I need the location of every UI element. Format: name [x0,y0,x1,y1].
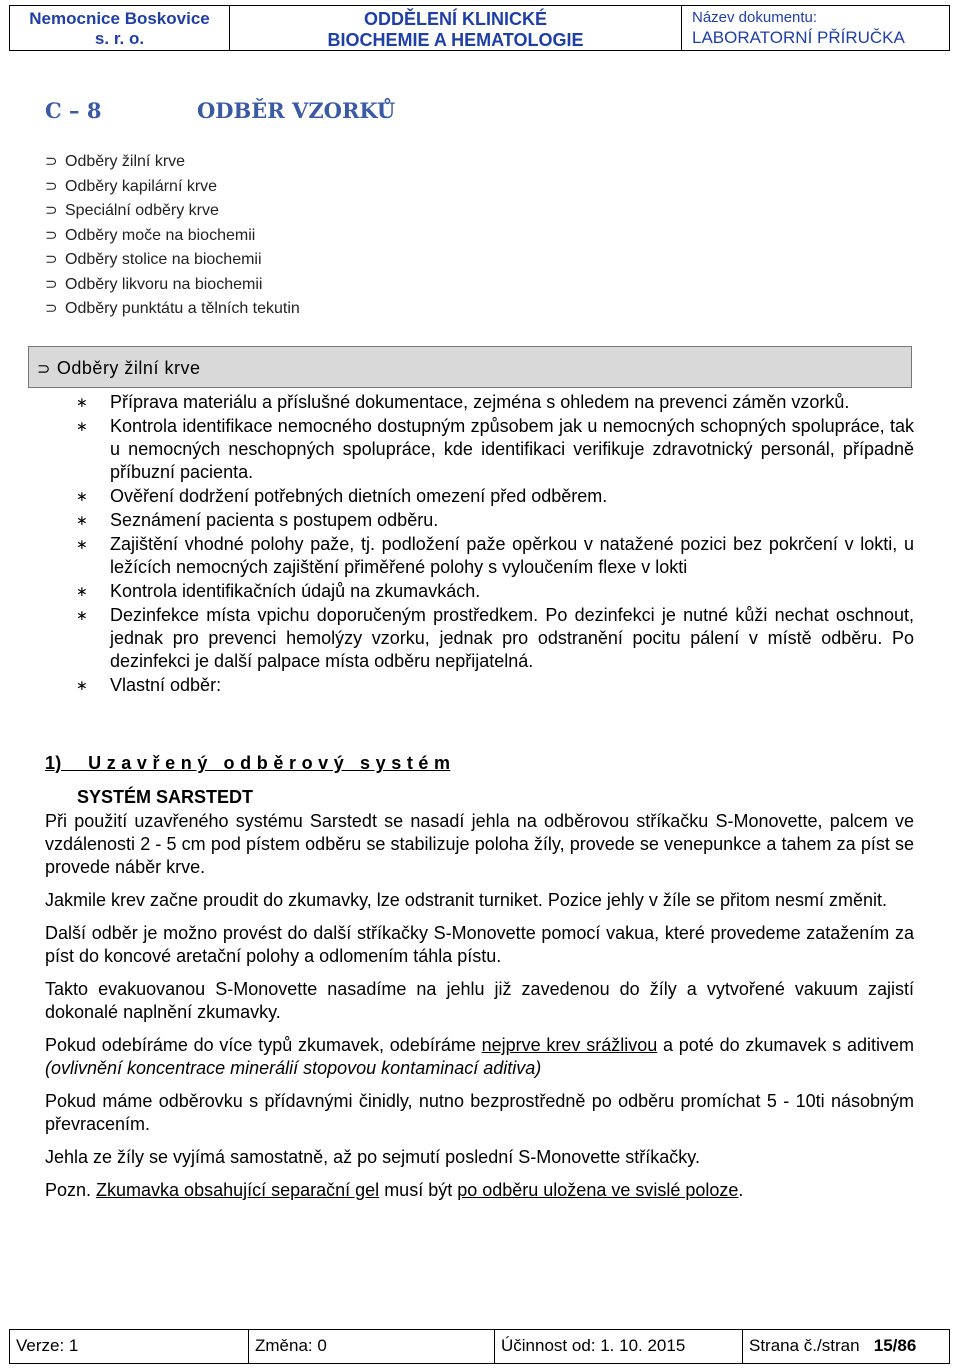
subset-arrow-icon: ⊃ [45,202,58,219]
hospital-name [10,6,230,50]
toc-item[interactable]: ⊃ Odběry stolice na biochemii [45,248,300,273]
paragraph: Jakmile krev začne proudit do zkumavky, lze odstranit turniket. Pozice jehly v žíle se přitom nesmí změnit. [45,890,887,910]
step-item: ∗ Ověření dodržení potřebných dietních omezení před odběrem. [76,486,608,506]
asterisk-bullet-icon: ∗ [76,418,88,434]
subset-arrow-icon: ⊃ [45,153,58,170]
section-heading [45,98,395,123]
step-item: ∗ Kontrola identifikace nemocného dostupným způsobem jak u nemocných schopných spolupráce, tak u nemocných neschopných spolupráce, kde identifikaci verifikuje zdravotnický personál, případně příbuzní pacienta. [76,416,914,482]
section-code: C – 8 [45,98,102,123]
document-header [9,5,950,51]
toc-item[interactable]: ⊃ Speciální odběry krve [45,199,300,224]
paragraph: Pokud máme odběrovku s přídavnými činidly, nutno bezprostředně po odběru promíchat 5 - 10ti násobným převracením. [45,1091,914,1134]
asterisk-bullet-icon: ∗ [76,583,88,599]
step-item: ∗ Seznámení pacienta s postupem odběru. [76,510,439,530]
department-line2: BIOCHEMIE A HEMATOLOGIE [327,30,584,50]
subset-arrow-icon: ⊃ [37,361,51,378]
hospital-name-line2: s. r. o. [94,29,145,48]
toc-item[interactable]: ⊃ Odběry likvoru na biochemii [45,273,300,298]
asterisk-bullet-icon: ∗ [76,677,88,693]
asterisk-bullet-icon: ∗ [76,607,88,623]
department-line1: ODDĚLENÍ KLINICKÉ [363,9,547,29]
step-item: ∗ Dezinfekce místa vpichu doporučeným prostředkem. Po dezinfekci je nutné kůži nechat oschnout, jednak pro prevenci hemolýzy vzorku, jednak pro odstranění pocitu pálení v místě odběru. Po dezinfekci je další palpace místa odběru nepřijatelná. [76,605,914,671]
footer-page [743,1330,949,1363]
subset-arrow-icon: ⊃ [45,300,58,317]
document-name-value: LABORATORNÍ PŘÍRUČKA [692,28,905,47]
step-item: ∗ Zajištění vhodné polohy paže, tj. podložení paže opěrkou v natažené pozici bez pokrčení v lokti, u ležících nemocných zajištění přiměřené polohy s vyloučením flexe v lokti [76,534,914,577]
toc-item[interactable]: ⊃ Odběry moče na biochemii [45,224,300,249]
document-name-label: Název dokumentu: [692,9,818,26]
subsection-bar [28,346,912,388]
toc-item[interactable]: ⊃ Odběry žilní krve [45,150,300,175]
subset-arrow-icon: ⊃ [45,275,58,293]
underlined-text: po odběru uložena ve svislé poloze [457,1180,739,1200]
underlined-text: nejprve krev srážlivou [481,1035,658,1055]
paragraph: Jehla ze žíly se vyjímá samostatně, až po sejmutí poslední S-Monovette stříkačky. [45,1147,700,1167]
toc-item[interactable]: ⊃ Odběry punktátu a tělních tekutin [45,297,300,322]
step-item: ∗ Příprava materiálu a příslušné dokumentace, zejména s ohledem na prevenci záměn vzorků. [76,392,850,412]
footer-effective-date: Účinnost od: 1. 10. 2015 [495,1330,743,1363]
paragraph: Takto evakuovanou S-Monovette nasadíme na jehlu již zavedenou do žíly a vytvořené vakuum zajistí dokonalé naplnění zkumavky. [45,979,914,1022]
subset-arrow-icon: ⊃ [45,251,58,268]
underlined-text: Zkumavka obsahující separační gel [96,1180,380,1200]
step-item: ∗ Vlastní odběr: [76,675,222,695]
toc-item[interactable]: ⊃ Odběry kapilární krve [45,175,300,200]
paragraph: Pokud odebíráme do více typů zkumavek, odebíráme nejprve krev srážlivou a poté do zkumavek s aditivem (ovlivnění koncentrace minerálií stopovou kontaminací aditiva) [45,1035,914,1078]
document-footer [9,1329,950,1364]
asterisk-bullet-icon: ∗ [76,536,88,552]
procedure-steps [76,391,914,698]
paragraph: Další odběr je možno provést do další stříkačky S-Monovette pomocí vakua, které provedeme zatažením za píst do koncové aretační polohy a odlomením táhla pístu. [45,923,914,966]
asterisk-bullet-icon: ∗ [76,512,88,528]
asterisk-bullet-icon: ∗ [76,394,88,410]
subsection-title: Odběry žilní krve [56,358,201,378]
subset-arrow-icon: ⊃ [45,177,58,195]
document-name [682,6,949,50]
step-item: ∗ Kontrola identifikačních údajů na zkumavkách. [76,581,481,601]
system-subtitle: SYSTÉM SARSTEDT [77,787,254,807]
footer-change: Změna: 0 [249,1330,495,1363]
asterisk-bullet-icon: ∗ [76,488,88,504]
footer-version: Verze: 1 [10,1330,249,1363]
subset-arrow-icon: ⊃ [45,226,58,244]
section-toc [45,150,300,322]
page-number: 15/86 [873,1336,917,1355]
section-title: ODBĚR VZORKŮ [197,98,396,123]
department-name [230,6,682,50]
italic-note: (ovlivnění koncentrace minerálií stopovou kontaminací aditiva) [45,1058,542,1078]
hospital-name-line1: Nemocnice Boskovice [29,9,210,28]
paragraph: Při použití uzavřeného systému Sarstedt se nasadí jehla na odběrovou stříkačku S-Monovette, palcem ve vzdálenosti 2 - 5 cm pod pístem odběru se stabilizuje poloha žíly, provede se venepunkce a tahem za píst se provede náběr krve. [45,811,914,877]
instructions-body [45,810,914,1212]
page-label: Strana č./stran [749,1336,860,1355]
paragraph: Pozn. Zkumavka obsahující separační gel musí být po odběru uložena ve svislé poloze. [45,1180,744,1200]
system-title: 1) U z a v ř e n ý o d b ě r o v ý s y s t é m [45,753,451,773]
